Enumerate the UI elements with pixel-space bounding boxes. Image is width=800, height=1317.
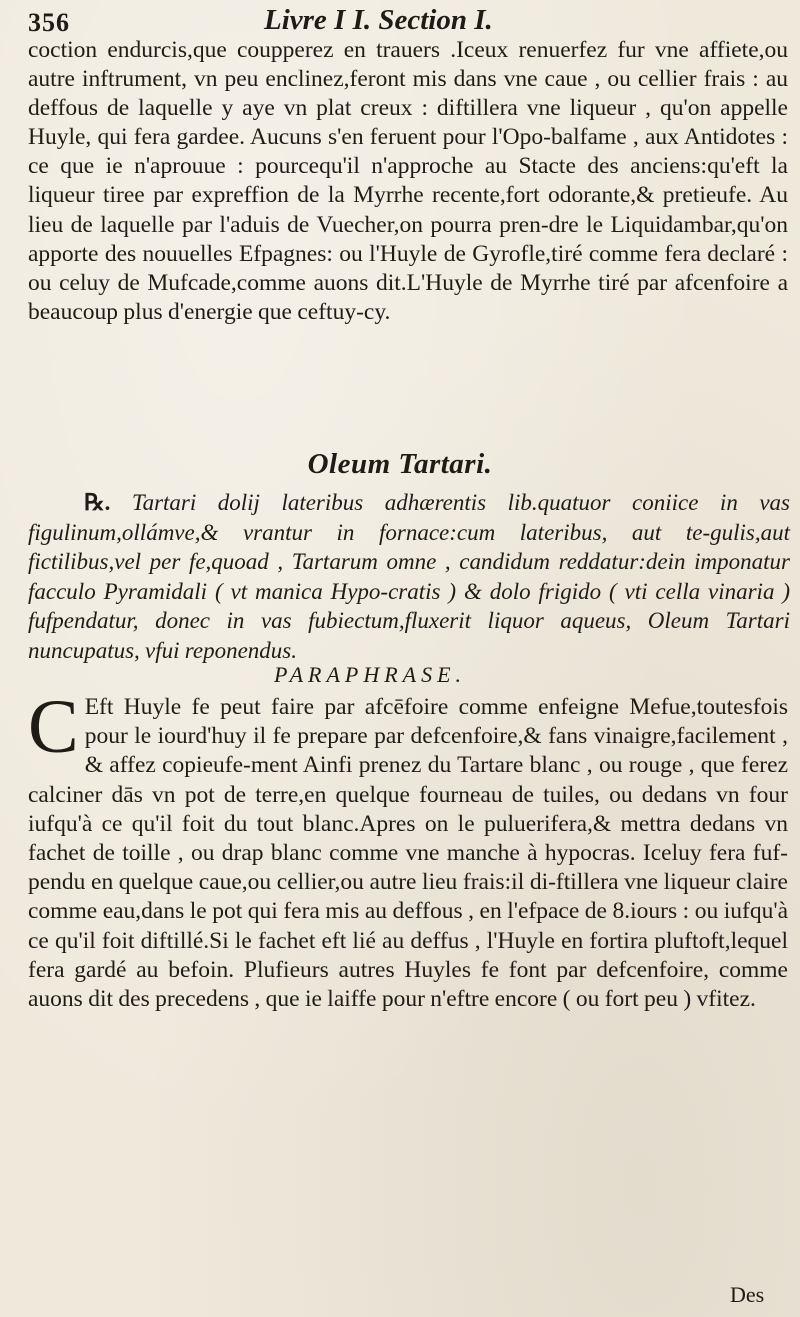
- paragraph-opening: coction endurcis,que coupperez en trauers .Iceux renuerfez fur vne affiete,ou autre inftrument, vn peu enclinez,feront mis dans vne caue , ou cellier frais : au deffous de laquelle y aye vn plat creux : diftillera vne liqueur , qu'on appelle Huyle, qui fera gardee. Aucuns s'en feruent pour l'Opo-balfame , aux Antidotes : ce que ie n'aprouue : pourcequ'il n'approche au Stacte des anciens:qu'eft la liqueur tiree par expreffion de la Myrrhe recente,fort odorante,& pretieufe. Au lieu de laquelle par l'aduis de Vuecher,on pourra pren-dre le Liquidambar,qu'on apporte des nouuelles Efpagnes: ou l'Huyle de Gyrofle,tiré comme fera declaré : ou celuy de Mufcade,comme auons dit.L'Huyle de Myrrhe tiré par afcenfoire a beaucoup plus d'energie que ceftuy-cy.: [28, 37, 788, 325]
- paraphrase-text: Eft Huyle fe peut faire par afcēfoire comme enfeigne Mefue,toutesfois pour le iourd'huy il fe prepare par defcenfoire,& fans vinaigre,facilement , & affez copieufe-ment Ainfi prenez du Tartare blanc , ou rouge , que ferez calciner dās vn pot de terre,en quelque fourneau de tuiles, ou dedans vn four iufqu'à ce qu'il foit du tout blanc.Apres on le puluerifera,& mettra dedans vn fachet de toille , ou drap blanc comme vne manche à hypocras. Iceluy fera fuf-pendu en quelque caue,ou cellier,ou autre lieu frais:il di-ftillera vne liqueur claire comme eau,dans le pot qui fera mis au deffous , en l'efpace de 8.iours : ou iufqu'à ce qu'il foit diftillé.Si le fachet eft lié au deffus , l'Huyle en fortira pluftoft,lequel fera gardé au befoin. Plufieurs autres Huyles fe font par defcenfoire, comme auons dit des precedens , que ie laiffe pour n'eftre encore ( ou fort peu ) vfitez.: [28, 694, 788, 1013]
- recipe-paragraph: [28, 488, 790, 666]
- recipe-text: Tartari dolij lateribus adhærentis lib.quatuor coniice in vas figulinum,ollámve,& vrantur in fornace:cum lateribus, aut te-gulis,aut fictilibus,vel per fe,quoad , Tartarum omne , candidum reddatur:dein imponatur facculo Pyramidali ( vt manica Hypo-cratis ) & dolo frigido ( vti cella vinaria ) fufpendatur, donec in vas fubiectum,fluxerit liquor aqueus, Oleum Tartari nuncupatus, vfui reponendus.: [28, 490, 790, 663]
- page-header: [28, 2, 588, 38]
- drop-cap: C: [28, 685, 79, 769]
- running-title: Livre I I. Section I.: [264, 4, 493, 36]
- catchword: Des: [730, 1282, 765, 1307]
- paragraph-paraphrase: [28, 685, 788, 1014]
- recipe-symbol: ℞.: [84, 490, 111, 515]
- section-title: Oleum Tartari.: [307, 448, 493, 480]
- page-number: 356: [28, 8, 70, 37]
- paraphrase-heading: PARAPHRASE.: [273, 662, 467, 687]
